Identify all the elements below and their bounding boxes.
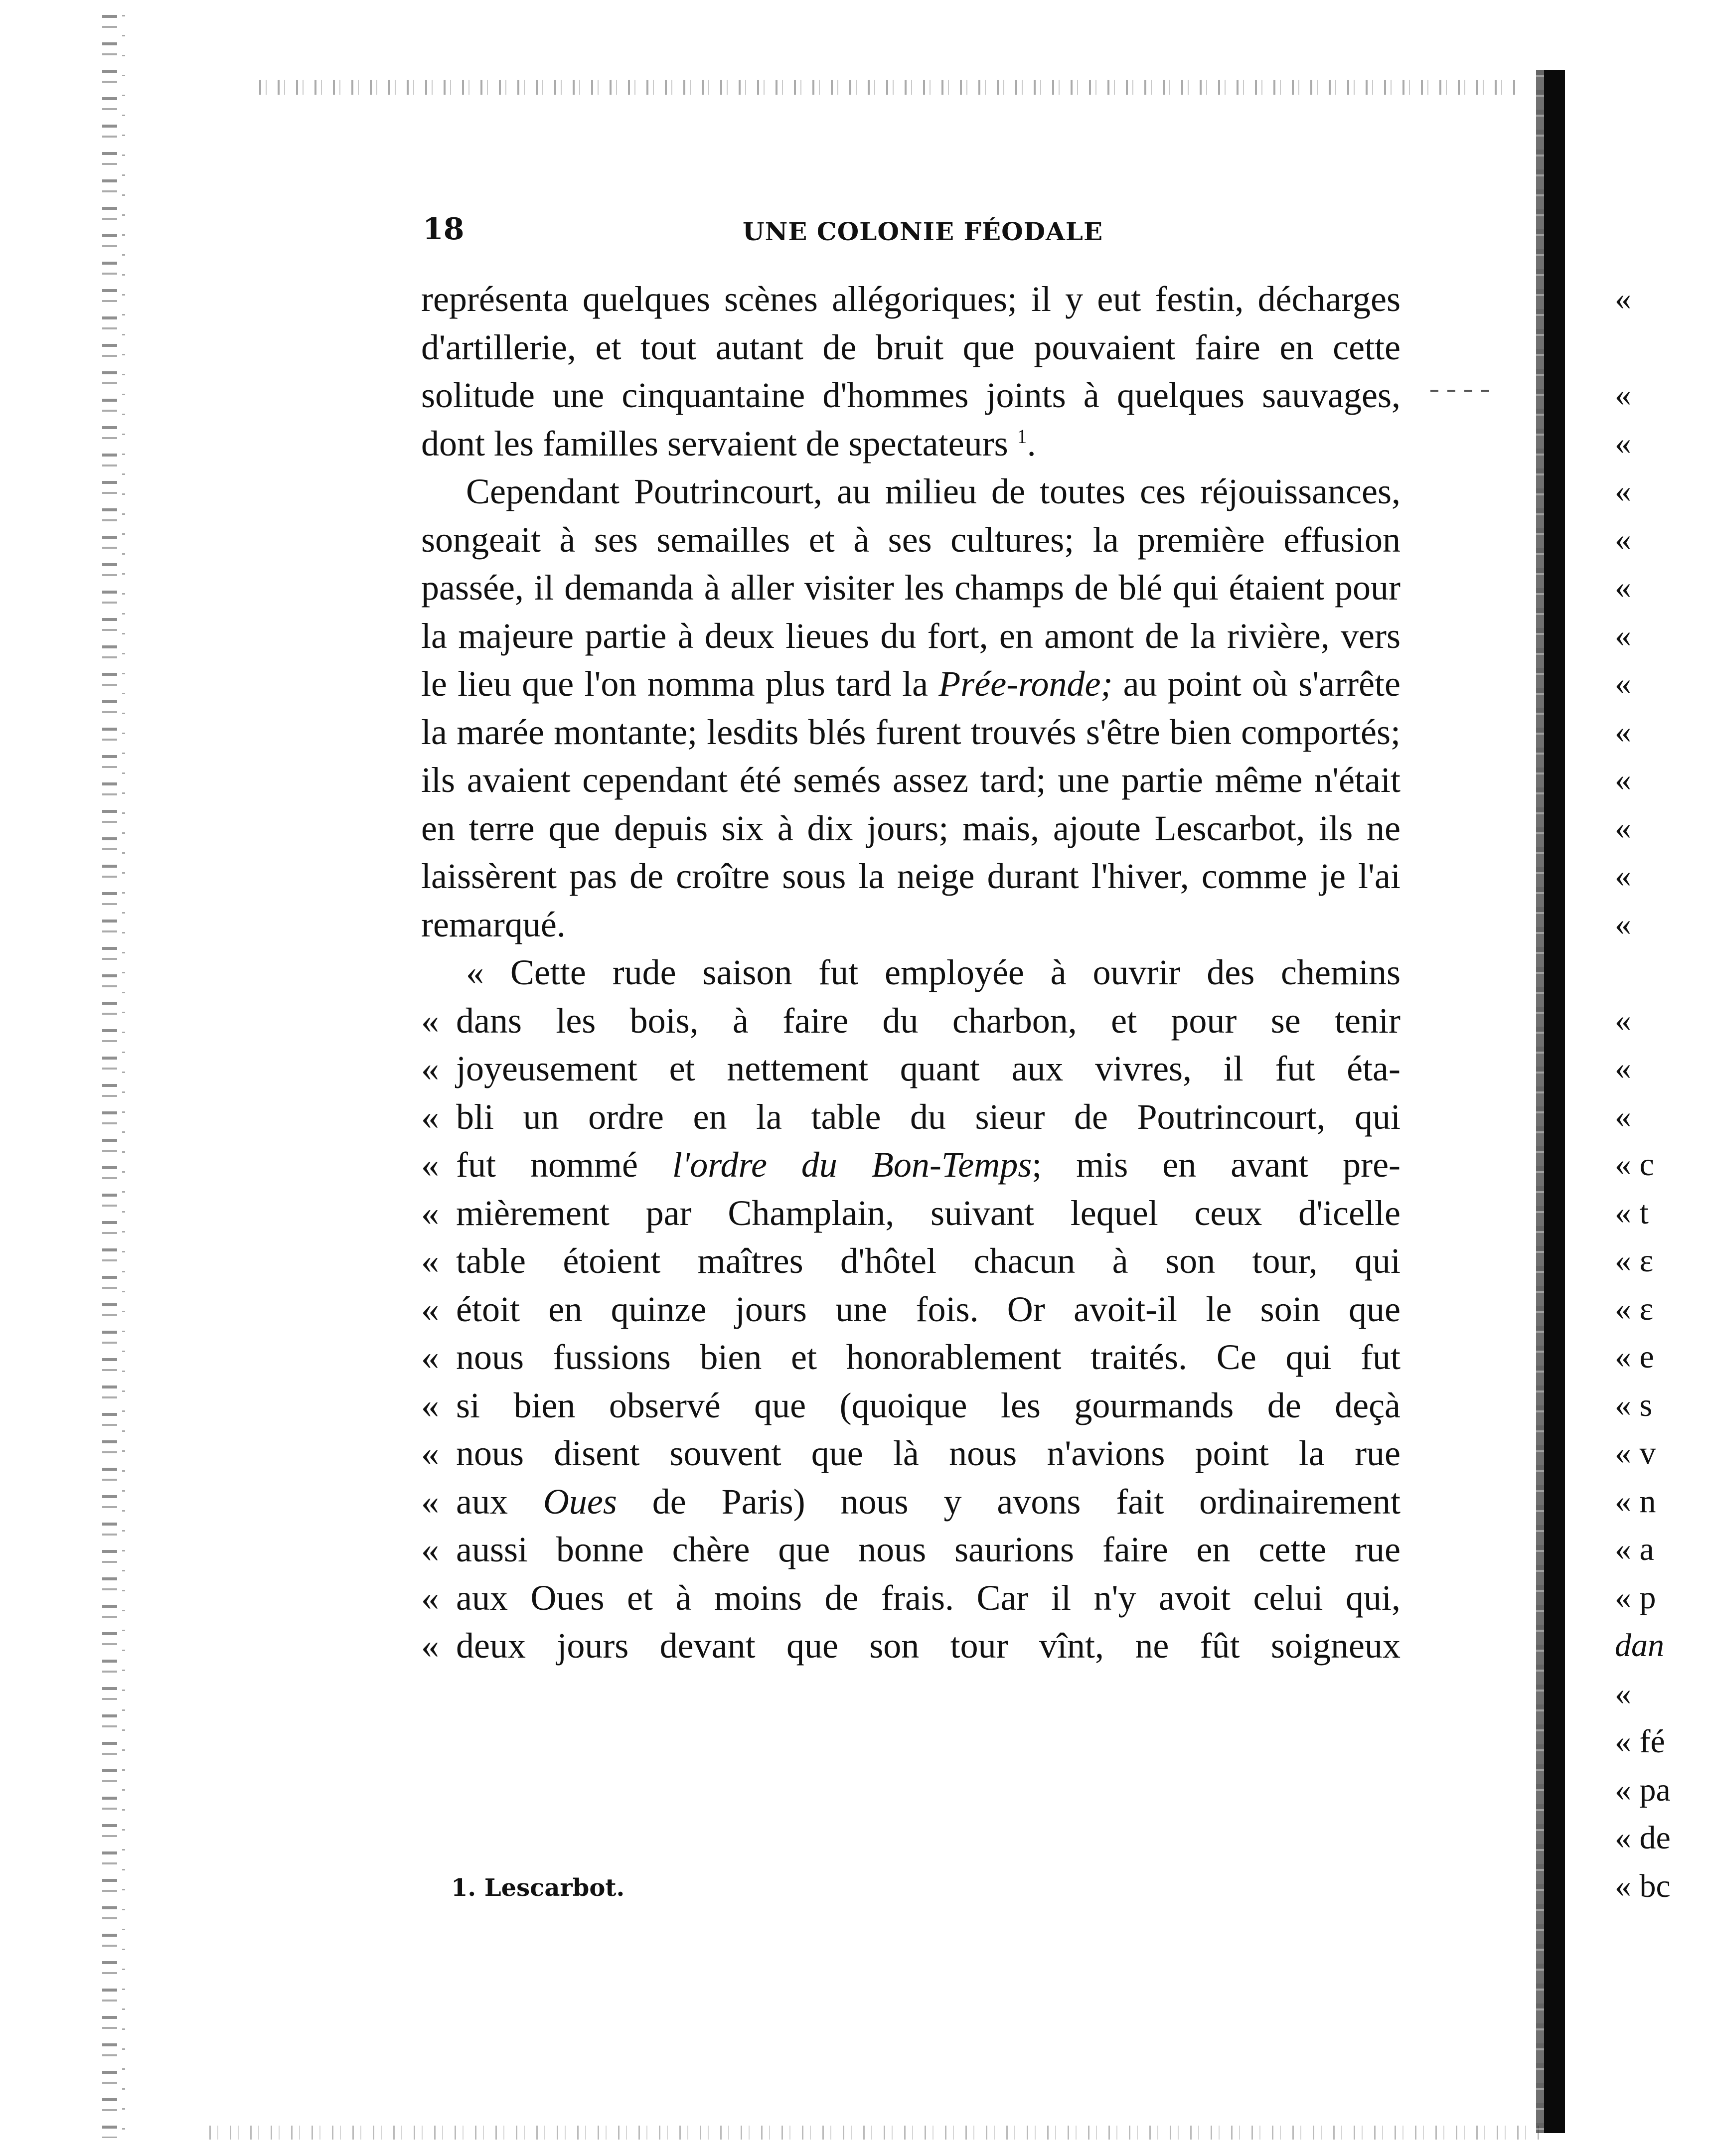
quote-line: « aux Oues et à moins de frais. Car il n'y avoit celui qui, [421, 1577, 1400, 1618]
quote-line: « joyeusement et nettement quant aux vivres, il fut éta- [421, 1049, 1400, 1088]
facing-page-line: « [1615, 425, 1631, 462]
scan-bottom-noise [209, 2126, 1545, 2140]
facing-page-line: « [1615, 1098, 1631, 1135]
quote-line: « nous fussions bien et honorablement traités. Ce qui fut [421, 1337, 1400, 1377]
scan-top-noise [259, 80, 1515, 95]
quotation [421, 948, 1400, 1670]
stray-mark [1430, 390, 1495, 392]
facing-page-line [1615, 323, 1710, 372]
facing-page-line: « v [1615, 1435, 1656, 1471]
facing-page-line: « [1615, 762, 1631, 798]
page-number: 18 [423, 212, 465, 247]
facing-page-line: « p [1615, 1579, 1656, 1616]
main-text [421, 275, 1400, 1670]
quote-line: « table étoient maîtres d'hôtel chacun à son tour, qui [421, 1241, 1400, 1281]
footnote: 1. Lescarbot. [451, 1874, 625, 1902]
facing-page-line: « bc [1615, 1867, 1671, 1904]
facing-page-line: « [1615, 617, 1631, 654]
quote-line: « bli un ordre en la table du sieur de Poutrincourt, qui [421, 1096, 1400, 1137]
facing-page-line: « [1615, 569, 1631, 606]
facing-page-line: « t [1615, 1194, 1649, 1231]
quote-line: « si bien observé que (quoique les gourmands de deçà [421, 1385, 1400, 1425]
facing-page-line: « [1615, 713, 1631, 750]
facing-page-line: « n [1615, 1483, 1656, 1520]
facing-page-line: « ε [1615, 1242, 1654, 1279]
facing-page-line: « ε [1615, 1290, 1654, 1327]
paragraph-2-italic: Prée-ronde; [938, 664, 1113, 704]
scan-edge-noise-2 [122, 15, 125, 2138]
facing-page-line: « [1615, 1050, 1631, 1086]
facing-page-line: « [1615, 1002, 1631, 1039]
facing-page-line: dan [1615, 1627, 1664, 1664]
footnote-ref: 1 [1017, 425, 1027, 448]
facing-page-line: « s [1615, 1386, 1653, 1423]
quote-italic-oues: Oues [543, 1481, 617, 1522]
paragraph-1: représenta quelques scènes allégoriques; il y eut festin, décharges d'artillerie, et tout autant de bruit que pouvaient faire en cette solitude une cinquantaine d'hommes joints à quelques sauvages, dont les familles servaient de spectateurs $^1$. [421, 279, 1400, 463]
facing-page-line: « de [1615, 1820, 1671, 1856]
scan-edge-noise [102, 15, 117, 2138]
quote-line: « deux jours devant que son tour vînt, ne fût soigneux [421, 1626, 1400, 1666]
quote-line: « fut nommé l'ordre du Bon-Temps; mis en avant pre- [421, 1145, 1400, 1185]
paragraph-2 [421, 467, 1400, 948]
facing-page-line: « e [1615, 1339, 1654, 1375]
paragraph-1-text: représenta quelques scènes allégoriques; il y eut festin, décharges d'artillerie, et tout autant de bruit que pouvaient faire en cette solitude une cinquantaine d'hommes joints à quelques sauvages, dont les familles servaient de spectateurs [421, 279, 1400, 463]
paragraph-2-text-a: Cependant Poutrincourt, au milieu de toutes ces réjouissances, songeait à ses semailles et à ses cultures; la première effusion passée, il demanda à aller visiter les champs de blé qui étaient pour la majeure partie à deux lieues du fort, en amont de la rivière, vers le lieu que l'on nomma plus tard la [421, 471, 1400, 704]
facing-page-line: « [1615, 1675, 1631, 1712]
quote-line: « nous disent souvent que là nous n'avions point la rue [421, 1433, 1400, 1473]
quote-italic-bon-temps: l'ordre du Bon-Temps [672, 1145, 1032, 1185]
facing-page-line: « c [1615, 1146, 1654, 1183]
quote-line: « aussi bonne chère que nous saurions faire en cette rue [421, 1530, 1400, 1569]
facing-page-line: « [1615, 473, 1631, 509]
quote-line: « Cette rude saison fut employée à ouvrir des chemins [466, 952, 1400, 992]
quote-line: « aux Oues de Paris) nous y avons fait ordinairement [421, 1481, 1400, 1522]
quote-line: « mièrement par Champlain, suivant lequel ceux d'icelle [421, 1193, 1400, 1233]
facing-page-line: « [1615, 809, 1631, 846]
facing-page-line: « [1615, 665, 1631, 702]
facing-page-line [1615, 948, 1710, 997]
facing-page-line: « [1615, 521, 1631, 558]
facing-page-line: « a [1615, 1531, 1654, 1567]
facing-page-line: « [1615, 906, 1631, 942]
running-title: UNE COLONIE FÉODALE [743, 217, 1103, 246]
facing-page-line: « fé [1615, 1723, 1665, 1760]
facing-page-line: « [1615, 377, 1631, 413]
gutter-shadow [1544, 70, 1565, 2133]
facing-page-line: « [1615, 281, 1631, 317]
quote-line: « dans les bois, à faire du charbon, et pour se tenir [421, 1000, 1400, 1041]
facing-page-line: « [1615, 858, 1631, 894]
facing-page-line: « pa [1615, 1771, 1671, 1808]
facing-page-fragment [1615, 275, 1710, 1910]
paragraph-2-text-b: au point où s'arrête la marée montante; lesdits blés furent trouvés s'être bien comportés; ils avaient cependant été semés assez tard; une partie même n'était en terre que depuis six à dix jours; mais, ajoute Lescarbot, ils ne laissèrent pas de croître sous la neige durant l'hiver, comme je l'ai remarqué. [421, 664, 1401, 944]
quote-line: « étoit en quinze jours une fois. Or avoit-il le soin que [421, 1289, 1400, 1329]
